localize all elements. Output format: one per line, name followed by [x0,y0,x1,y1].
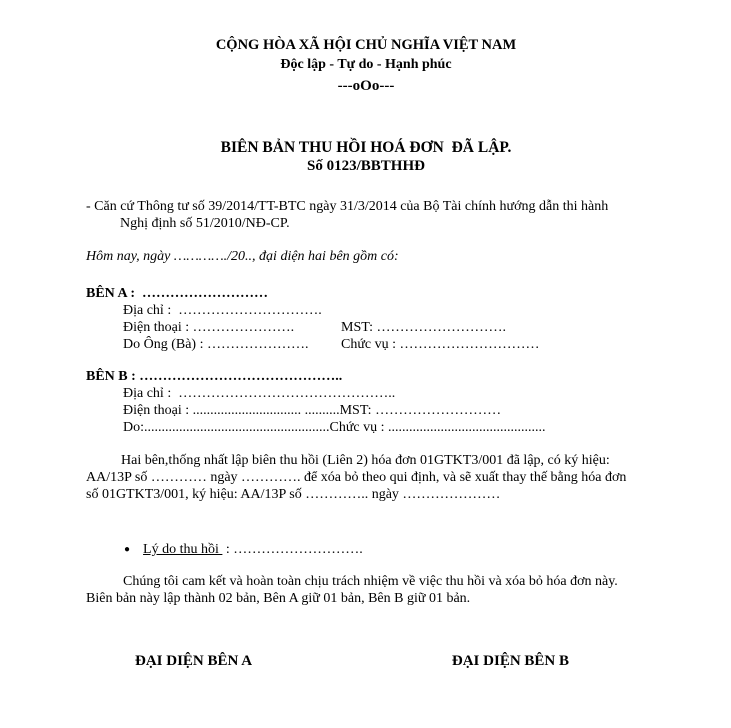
party-b-representative-row [123,419,646,436]
agreement-line-2: AA/13P số ………… ngày …………. để xóa bỏ theo qui định, và sẽ xuất thay thế bằng hóa đơn [86,470,627,485]
party-a-heading: BÊN A : ……………………… [86,286,269,301]
commitment-line-2: Biên bản này lập thành 02 bản, Bên A giữ 01 bản, Bên B giữ 01 bản. [86,591,471,606]
party-b-details [86,385,646,436]
national-motto: Độc lập - Tự do - Hạnh phúc [280,57,452,72]
party-a-phone: Điện thoại : …………………. [123,320,295,335]
party-a-representative: Do Ông (Bà) : …………………. [123,337,309,352]
party-a-section [86,285,646,353]
agreement-line-1: Hai bên,thống nhất lập biên thu hồi (Liên 2) hóa đơn 01GTKT3/001 đã lập, có ký hiệu: [121,453,610,468]
document-title: BIÊN BẢN THU HỒI HOÁ ĐƠN ĐÃ LẬP. [220,139,512,156]
reason-bullet-line [86,541,646,558]
country-name: CỘNG HÒA XÃ HỘI CHỦ NGHĨA VIỆT NAM [215,37,517,53]
party-a-address-row [123,302,646,319]
reason-dots: : ………………………. [222,542,363,557]
agreement-line-3: số 01GTKT3/001, ký hiệu: AA/13P số ………….. ngày ………………… [86,487,501,502]
party-b-phone-row [123,402,646,419]
party-a-position: Chức vụ : ………………………… [341,337,540,352]
party-b-phone-mst: Điện thoại : ............................... ..........MST: ……………………… [123,403,502,418]
party-a-mst: MST: ………………………. [341,320,506,335]
commitment-paragraph [86,573,646,607]
party-a-phone-row [123,319,646,336]
document-number: Số 0123/BBTHHĐ [307,158,425,174]
signature-row [86,652,646,671]
header-separator: ---oOo--- [337,78,395,94]
party-b-address: Địa chỉ : ……………………………………….. [123,386,396,401]
commitment-line-1: Chúng tôi cam kết và hoàn toàn chịu trách nhiệm về việc thu hồi và xóa bỏ hóa đơn này. [123,574,618,589]
reason-label: Lý do thu hồi [143,542,223,557]
agreement-paragraph [86,452,646,503]
party-b-section [86,368,646,436]
signature-party-a: ĐẠI DIỆN BÊN A [135,653,253,669]
party-a-address: Địa chỉ : …………………………. [123,303,322,318]
party-b-address-row [123,385,646,402]
national-header [86,36,646,96]
opening-line: Hôm nay, ngày …………./20.., đại diện hai bên gồm có: [86,249,399,264]
party-b-rep-position: Do:.....................................................Chức vụ : ............................................. [123,420,546,435]
legal-basis [86,198,646,232]
basis-line-1: - Căn cứ Thông tư số 39/2014/TT-BTC ngày 31/3/2014 của Bộ Tài chính hướng dẫn thi hành [86,199,609,214]
party-a-representative-row [123,336,646,353]
basis-line-2: Nghị định số 51/2010/NĐ-CP. [120,216,290,231]
bullet-icon: ● [124,544,131,555]
party-a-details [86,302,646,353]
title-block [86,138,646,176]
signature-party-b: ĐẠI DIỆN BÊN B [451,653,569,669]
party-b-heading: BÊN B : …………………………………….. [86,369,343,384]
